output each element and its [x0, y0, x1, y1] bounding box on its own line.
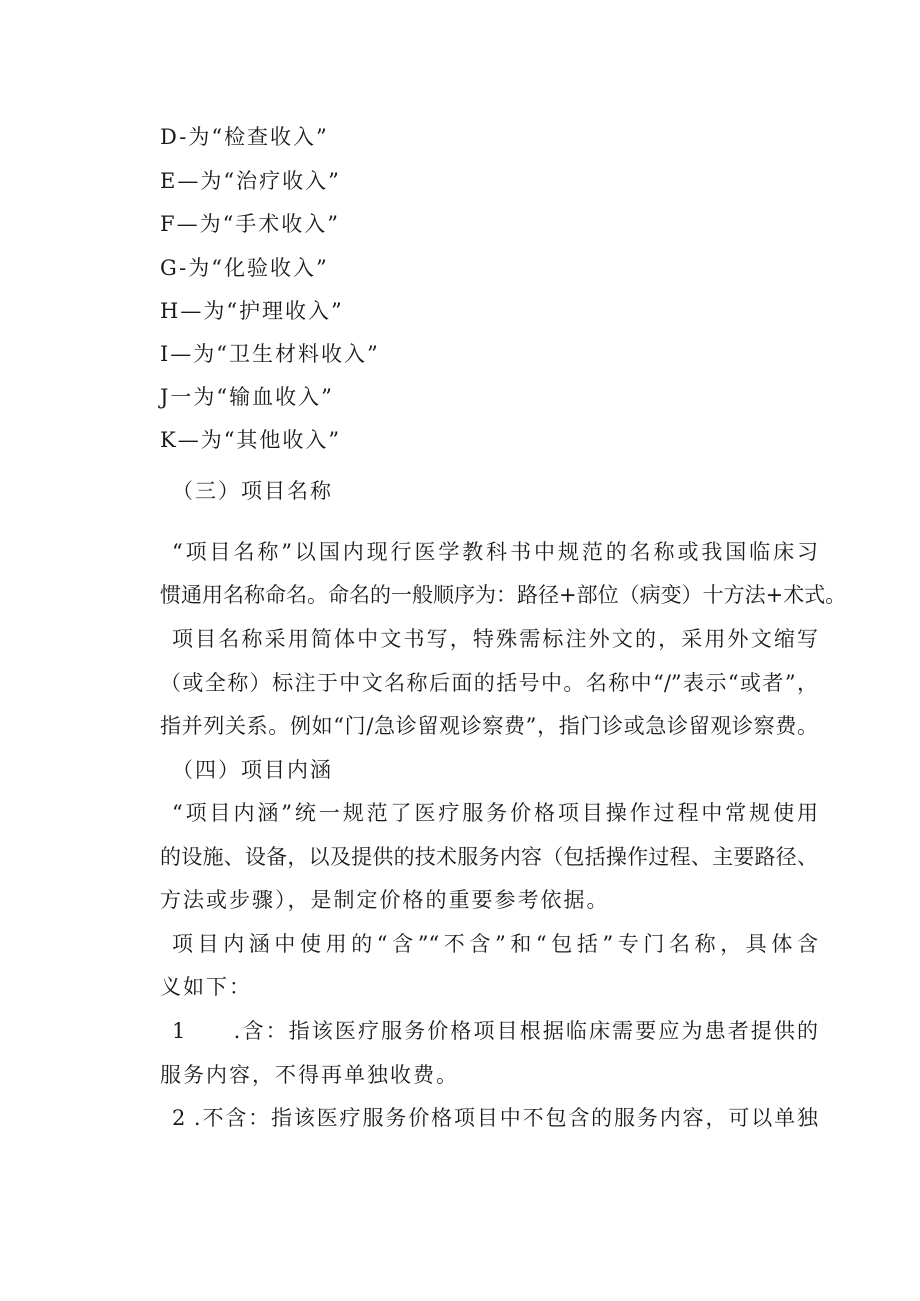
- code-item: K—为“其他收入”: [160, 428, 342, 452]
- paragraph-line: 义如下：: [160, 975, 252, 999]
- paragraph-line: 指并列关系。例如“门/急诊留观诊察费”，指门诊或急诊留观诊察费。: [160, 714, 818, 738]
- code-item: E—为“治疗收入”: [160, 169, 341, 193]
- paragraph-line: “项目名称”以国内现行医学教科书中规范的名称或我国临床习: [172, 540, 818, 564]
- paragraph-line: 惯通用名称命名。命名的一般顺序为：路径+部位（病变）十方法+术式。: [160, 583, 847, 607]
- code-item: J一为“输血收入”: [160, 385, 334, 409]
- code-item: F—为“手术收入”: [160, 212, 341, 236]
- code-item: I—为“卫生材料收入”: [160, 342, 380, 366]
- paragraph-line: 项目名称采用简体中文书写，特殊需标注外文的，采用外文缩写: [172, 627, 818, 651]
- list-item-line: 2 .不含：指该医疗服务价格项目中不包含的服务内容，可以单独: [172, 1106, 818, 1130]
- paragraph-line: 项目内涵中使用的“含”“不含”和“包括”专门名称，具体含: [172, 932, 818, 956]
- code-item: D-为“检查收入”: [160, 125, 329, 149]
- paragraph-line: “项目内涵”统一规范了医疗服务价格项目操作过程中常规使用: [172, 801, 818, 825]
- code-item: H—为“护理收入”: [160, 299, 344, 323]
- code-item: G-为“化验收入”: [160, 256, 329, 280]
- paragraph-line: 的设施、设备，以及提供的技术服务内容（包括操作过程、主要路径、: [160, 845, 818, 869]
- section-heading: （三）项目名称: [172, 479, 333, 503]
- paragraph-line: （或全称）标注于中文名称后面的括号中。名称中“/”表示“或者”，: [160, 671, 818, 695]
- list-item-line: 1 .含：指该医疗服务价格项目根据临床需要应为患者提供的: [172, 1019, 818, 1043]
- paragraph-line: 方法或步骤），是制定价格的重要参考依据。: [160, 888, 610, 912]
- section-heading: （四）项目内涵: [172, 758, 333, 782]
- list-item-line: 服务内容，不得再单独收费。: [160, 1063, 459, 1087]
